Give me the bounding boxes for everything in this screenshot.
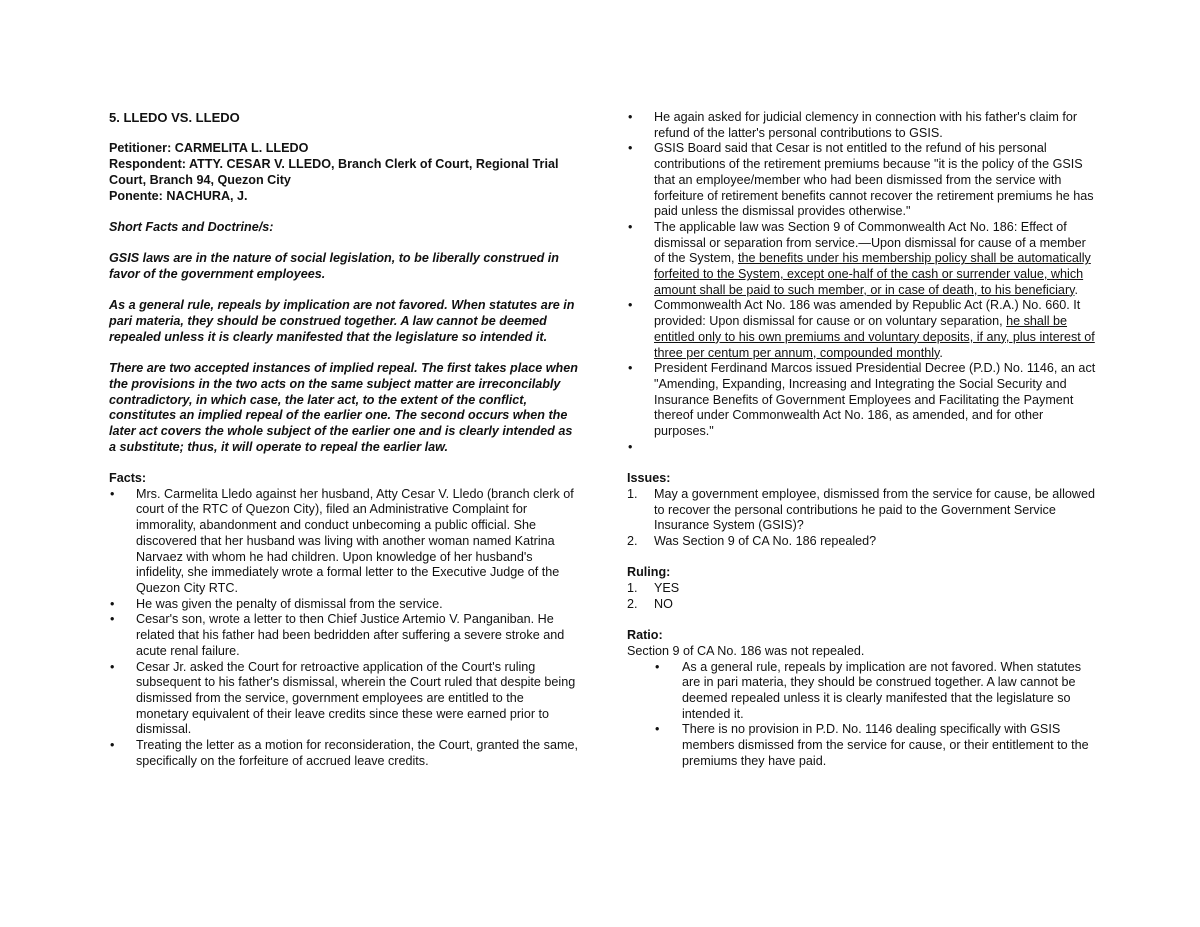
ratio-heading: Ratio:	[627, 628, 663, 643]
right-column	[627, 110, 1097, 769]
item-text: Commonwealth Act No. 186 was amended by Republic Act (R.A.) No. 660. It provided: Upon dismissal for cause or on voluntary separation,	[654, 298, 1081, 329]
doctrine-paragraph-2: As a general rule, repeals by implication are not favored. When statutes are in pari materia, they should be construed together. A law cannot be deemed repealed unless it is clearly manifested that the legislature so intended it.	[109, 298, 575, 344]
facts-list-item: • He was given the penalty of dismissal from the service.	[109, 597, 579, 613]
petitioner-line: Petitioner: CARMELITA L. LLEDO	[109, 141, 309, 156]
issue-number: 2.	[627, 533, 638, 548]
short-facts-heading: Short Facts and Doctrine/s:	[109, 219, 274, 234]
facts-list-item	[627, 298, 1097, 361]
facts-list-item: • Cesar Jr. asked the Court for retroactive application of the Court's ruling subsequent to his father's dismissal, wherein the Court ruled that despite being dismissed from the service, government employees are entitled to the monetary equivalent of their leave credits since these were earned prior to dismissal.	[109, 660, 579, 739]
case-title: 5. LLEDO VS. LLEDO	[109, 110, 240, 125]
facts-list-item: • President Ferdinand Marcos issued Presidential Decree (P.D.) No. 1146, an act "Amending, Expanding, Increasing and Integrating the Social Security and Insurance Benefits of Government Employees and Facilitating the Payment thereof under Commonwealth Act No. 186, as amended, and for other purposes."	[627, 361, 1097, 440]
facts-list-item: • GSIS Board said that Cesar is not entitled to the refund of his personal contributions of the retirement premiums because "it is the policy of the GSIS that an employee/member who had been dismissed from the service with forfeiture of retirement benefits cannot recover the retirement premiums he has paid unless the dismissal provides otherwise."	[627, 141, 1097, 220]
ruling-text: NO	[654, 596, 673, 611]
ruling-list	[627, 581, 1097, 612]
underlined-text: he shall be entitled only to his own premiums and voluntary deposits, if any, plus interest of three per centum per annum, compounded monthly	[654, 314, 1095, 360]
item-text-end: .	[939, 345, 943, 360]
empty-list-item	[627, 440, 1097, 456]
left-column	[109, 110, 579, 769]
facts-list-item	[627, 220, 1097, 299]
ruling-item	[627, 581, 1097, 597]
facts-list-item: • He again asked for judicial clemency in connection with his father's claim for refund of the latter's personal contributions to GSIS.	[627, 110, 1097, 141]
ruling-item	[627, 597, 1097, 613]
respondent-line: Respondent: ATTY. CESAR V. LLEDO, Branch Clerk of Court, Regional Trial Court, Branch 94, Quezon City	[109, 157, 559, 187]
issues-heading: Issues:	[627, 471, 671, 486]
facts-list-item: • Mrs. Carmelita Lledo against her husband, Atty Cesar V. Lledo (branch clerk of court of the RTC of Quezon City), filed an Administrative Complaint for immorality, abandonment and conduct unbecoming a public official. She discovered that her husband was living with another woman named Katrina Narvaez with whom he had children. Upon knowledge of her husband's infidelity, she immediately wrote a formal letter to the Executive Judge of the Quezon City RTC.	[109, 487, 579, 597]
issue-item	[627, 487, 1097, 534]
ruling-text: YES	[654, 581, 680, 596]
facts-continued-list	[627, 110, 1097, 455]
ratio-list-item: • There is no provision in P.D. No. 1146 dealing specifically with GSIS members dismissed from the service for cause, or their entitlement to the premiums they have paid.	[627, 722, 1097, 769]
ruling-number: 2.	[627, 596, 638, 611]
item-text: The applicable law was Section 9 of Commonwealth Act No. 186: Effect of dismissal or separation from service.—Upon dismissal for cause of a member of the System,	[654, 219, 1086, 266]
issue-text: May a government employee, dismissed from the service for cause, be allowed to recover the personal contributions he paid to the Government Service Insurance System (GSIS)?	[654, 486, 1095, 533]
issues-list	[627, 487, 1097, 550]
issue-number: 1.	[627, 486, 638, 501]
issue-item	[627, 534, 1097, 550]
ratio-list-item: • As a general rule, repeals by implication are not favored. When statutes are in pari materia, they should be construed together. A law cannot be deemed repealed unless it is clearly manifested that the legislature so intended it.	[627, 660, 1097, 723]
underlined-text: the benefits under his membership policy shall be automatically forfeited to the System, except one-half of the cash or surrender value, which amount shall be paid to such member, or in case of death, to his beneficiary	[654, 251, 1091, 297]
item-text-end: .	[1074, 282, 1078, 297]
ruling-heading: Ruling:	[627, 565, 671, 580]
facts-list	[109, 487, 579, 770]
ponente-line: Ponente: NACHURA, J.	[109, 188, 248, 203]
ratio-intro: Section 9 of CA No. 186 was not repealed.	[627, 643, 865, 658]
facts-list-item: • Cesar's son, wrote a letter to then Chief Justice Artemio V. Panganiban. He related that his father had been bedridden after suffering a severe stroke and acute renal failure.	[109, 612, 579, 659]
doctrine-paragraph-3: There are two accepted instances of implied repeal. The first takes place when the provisions in the two acts on the same subject matter are irreconcilably contradictory, in which case, the later act, to the extent of the conflict, constitutes an implied repeal of the earlier one. The second occurs when the later act covers the whole subject of the earlier one and is clearly intended as a substitute; thus, it will operate to repeal the earlier law.	[109, 361, 578, 454]
issue-text: Was Section 9 of CA No. 186 repealed?	[654, 533, 877, 548]
facts-list-item: • Treating the letter as a motion for reconsideration, the Court, granted the same, specifically on the forfeiture of accrued leave credits.	[109, 738, 579, 769]
facts-heading: Facts:	[109, 471, 147, 486]
doctrine-paragraph-1: GSIS laws are in the nature of social legislation, to be liberally construed in favor of the government employees.	[109, 251, 559, 281]
ratio-list	[627, 660, 1097, 770]
ruling-number: 1.	[627, 581, 638, 596]
